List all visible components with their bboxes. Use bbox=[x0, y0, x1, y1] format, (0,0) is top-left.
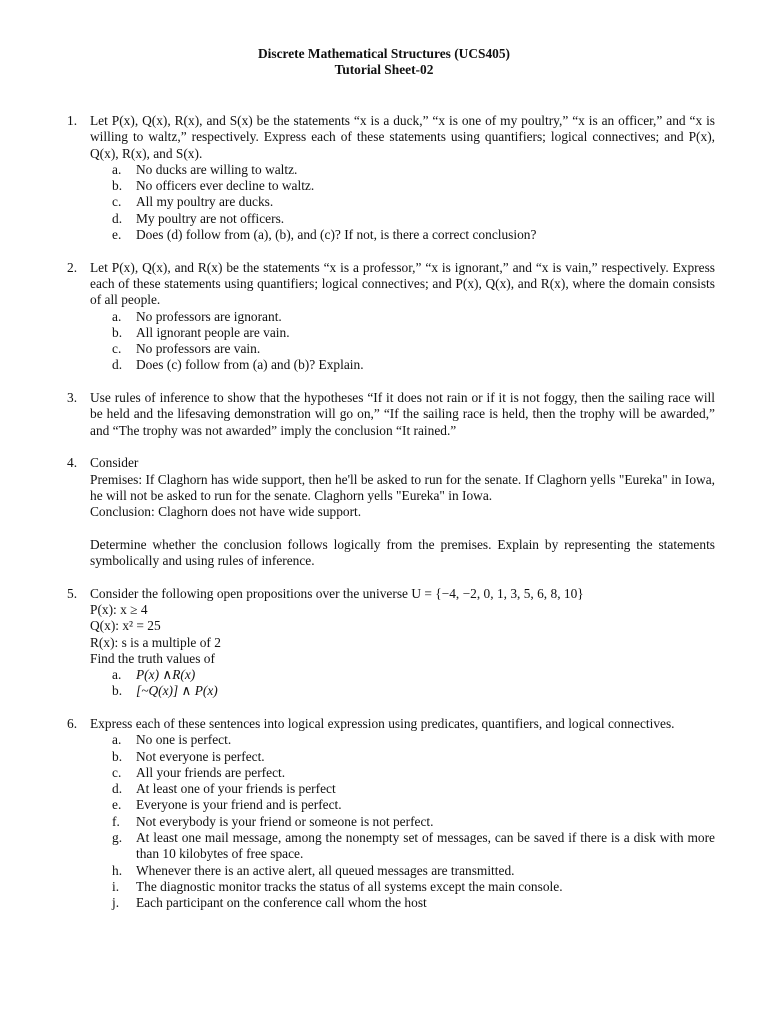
find-text: Find the truth values of bbox=[90, 650, 215, 666]
document-header bbox=[0, 46, 768, 78]
list-item: f. Not everybody is your friend or someone is not perfect. bbox=[112, 813, 434, 829]
question-4 bbox=[67, 455, 715, 569]
question-number: 5. bbox=[67, 585, 78, 601]
list-item: b. Not everyone is perfect. bbox=[112, 748, 265, 764]
question-text: Express each of these sentences into logical expression using predicates, quantifiers, and logical connectives. bbox=[90, 715, 675, 731]
list-item: h. Whenever there is an active alert, all queued messages are transmitted. bbox=[112, 862, 515, 878]
course-title: Discrete Mathematical Structures (UCS405) bbox=[257, 46, 510, 61]
question-number: 3. bbox=[67, 390, 78, 406]
question-number: 6. bbox=[67, 715, 78, 731]
list-item: e. Does (d) follow from (a), (b), and (c)? If not, is there a correct conclusion? bbox=[112, 227, 537, 243]
list-item: e. Everyone is your friend and is perfect. bbox=[112, 797, 342, 813]
question-text: Use rules of inference to show that the hypotheses “If it does not rain or if it is not foggy, then the sailing race will be held and the lifesaving demonstration will go on,” “If the sailing race is held, then the trophy will be awarded,” and “The trophy was not awarded” imply the conclusion “It rained.” bbox=[90, 390, 715, 438]
question-number: 1. bbox=[67, 113, 78, 128]
list-item: b. All ignorant people are vain. bbox=[112, 324, 290, 340]
question-text: Let P(x), Q(x), and R(x) be the statements “x is a professor,” “x is ignorant,” and “x is vain,” respectively. Express each of these statements using quantifiers; logical connectives; and P(x), Q(x), and R(x), where the domain consists of all people. bbox=[90, 259, 715, 308]
list-item: b. No officers ever decline to waltz. bbox=[112, 178, 315, 194]
question-number: 4. bbox=[67, 455, 78, 471]
list-item: g. At least one mail message, among the nonempty set of messages, can be saved if there is a disk with more than 10 kilobytes of free space. bbox=[112, 830, 715, 862]
task-text: Determine whether the conclusion follows logically from the premises. Explain by representing the statements symbolically and using rules of inference. bbox=[90, 536, 715, 569]
question-lead: Consider bbox=[90, 455, 139, 471]
conclusion-text: Conclusion: Claghorn does not have wide support. bbox=[90, 504, 362, 520]
list-item: a. No one is perfect. bbox=[112, 732, 232, 748]
question-2 bbox=[67, 260, 715, 374]
list-item: a. No professors are ignorant. bbox=[112, 308, 282, 324]
question-text: Let P(x), Q(x), R(x), and S(x) be the statements “x is a duck,” “x is one of my poultry,” “x is an officer,” and “x is willing to waltz,” respectively. Express each of these statements using quantifiers; logical connectives; and P(x), Q(x), R(x), and S(x). bbox=[90, 113, 715, 161]
list-item: d. My poultry are not officers. bbox=[112, 210, 285, 226]
list-item: c. All my poultry are ducks. bbox=[112, 194, 274, 210]
list-item: b. [~Q(x)] ∧ P(x) bbox=[112, 683, 218, 699]
list-item: c. No professors are vain. bbox=[112, 341, 261, 357]
question-6 bbox=[67, 716, 715, 912]
list-item: d. At least one of your friends is perfect bbox=[112, 781, 336, 797]
question-1 bbox=[67, 113, 715, 243]
question-3 bbox=[67, 390, 715, 439]
question-list bbox=[67, 113, 715, 928]
question-text: Consider the following open propositions over the universe U = {−4, −2, 0, 1, 3, 5, 6, 8, 10} bbox=[90, 585, 584, 601]
premises-text: Premises: If Claghorn has wide support, then he'll be asked to run for the senate. If Claghorn yells "Eureka" in Iowa, he will not be asked to run for the senate. Claghorn yells "Eureka" in Iowa. bbox=[90, 471, 715, 503]
question-number: 2. bbox=[67, 259, 78, 275]
definition-r: R(x): s is a multiple of 2 bbox=[90, 634, 221, 650]
question-5 bbox=[67, 586, 715, 700]
definition-p: P(x): x ≥ 4 bbox=[90, 601, 148, 617]
list-item: a. No ducks are willing to waltz. bbox=[112, 161, 298, 177]
list-item: d. Does (c) follow from (a) and (b)? Explain. bbox=[112, 357, 364, 373]
definition-q: Q(x): x² = 25 bbox=[90, 618, 161, 634]
sheet-title: Tutorial Sheet-02 bbox=[334, 62, 434, 77]
list-item: i. The diagnostic monitor tracks the status of all systems except the main console. bbox=[112, 878, 563, 894]
list-item: a. P(x) ∧R(x) bbox=[112, 667, 196, 683]
list-item: c. All your friends are perfect. bbox=[112, 764, 286, 780]
list-item: j. Each participant on the conference call whom the host bbox=[112, 895, 427, 911]
